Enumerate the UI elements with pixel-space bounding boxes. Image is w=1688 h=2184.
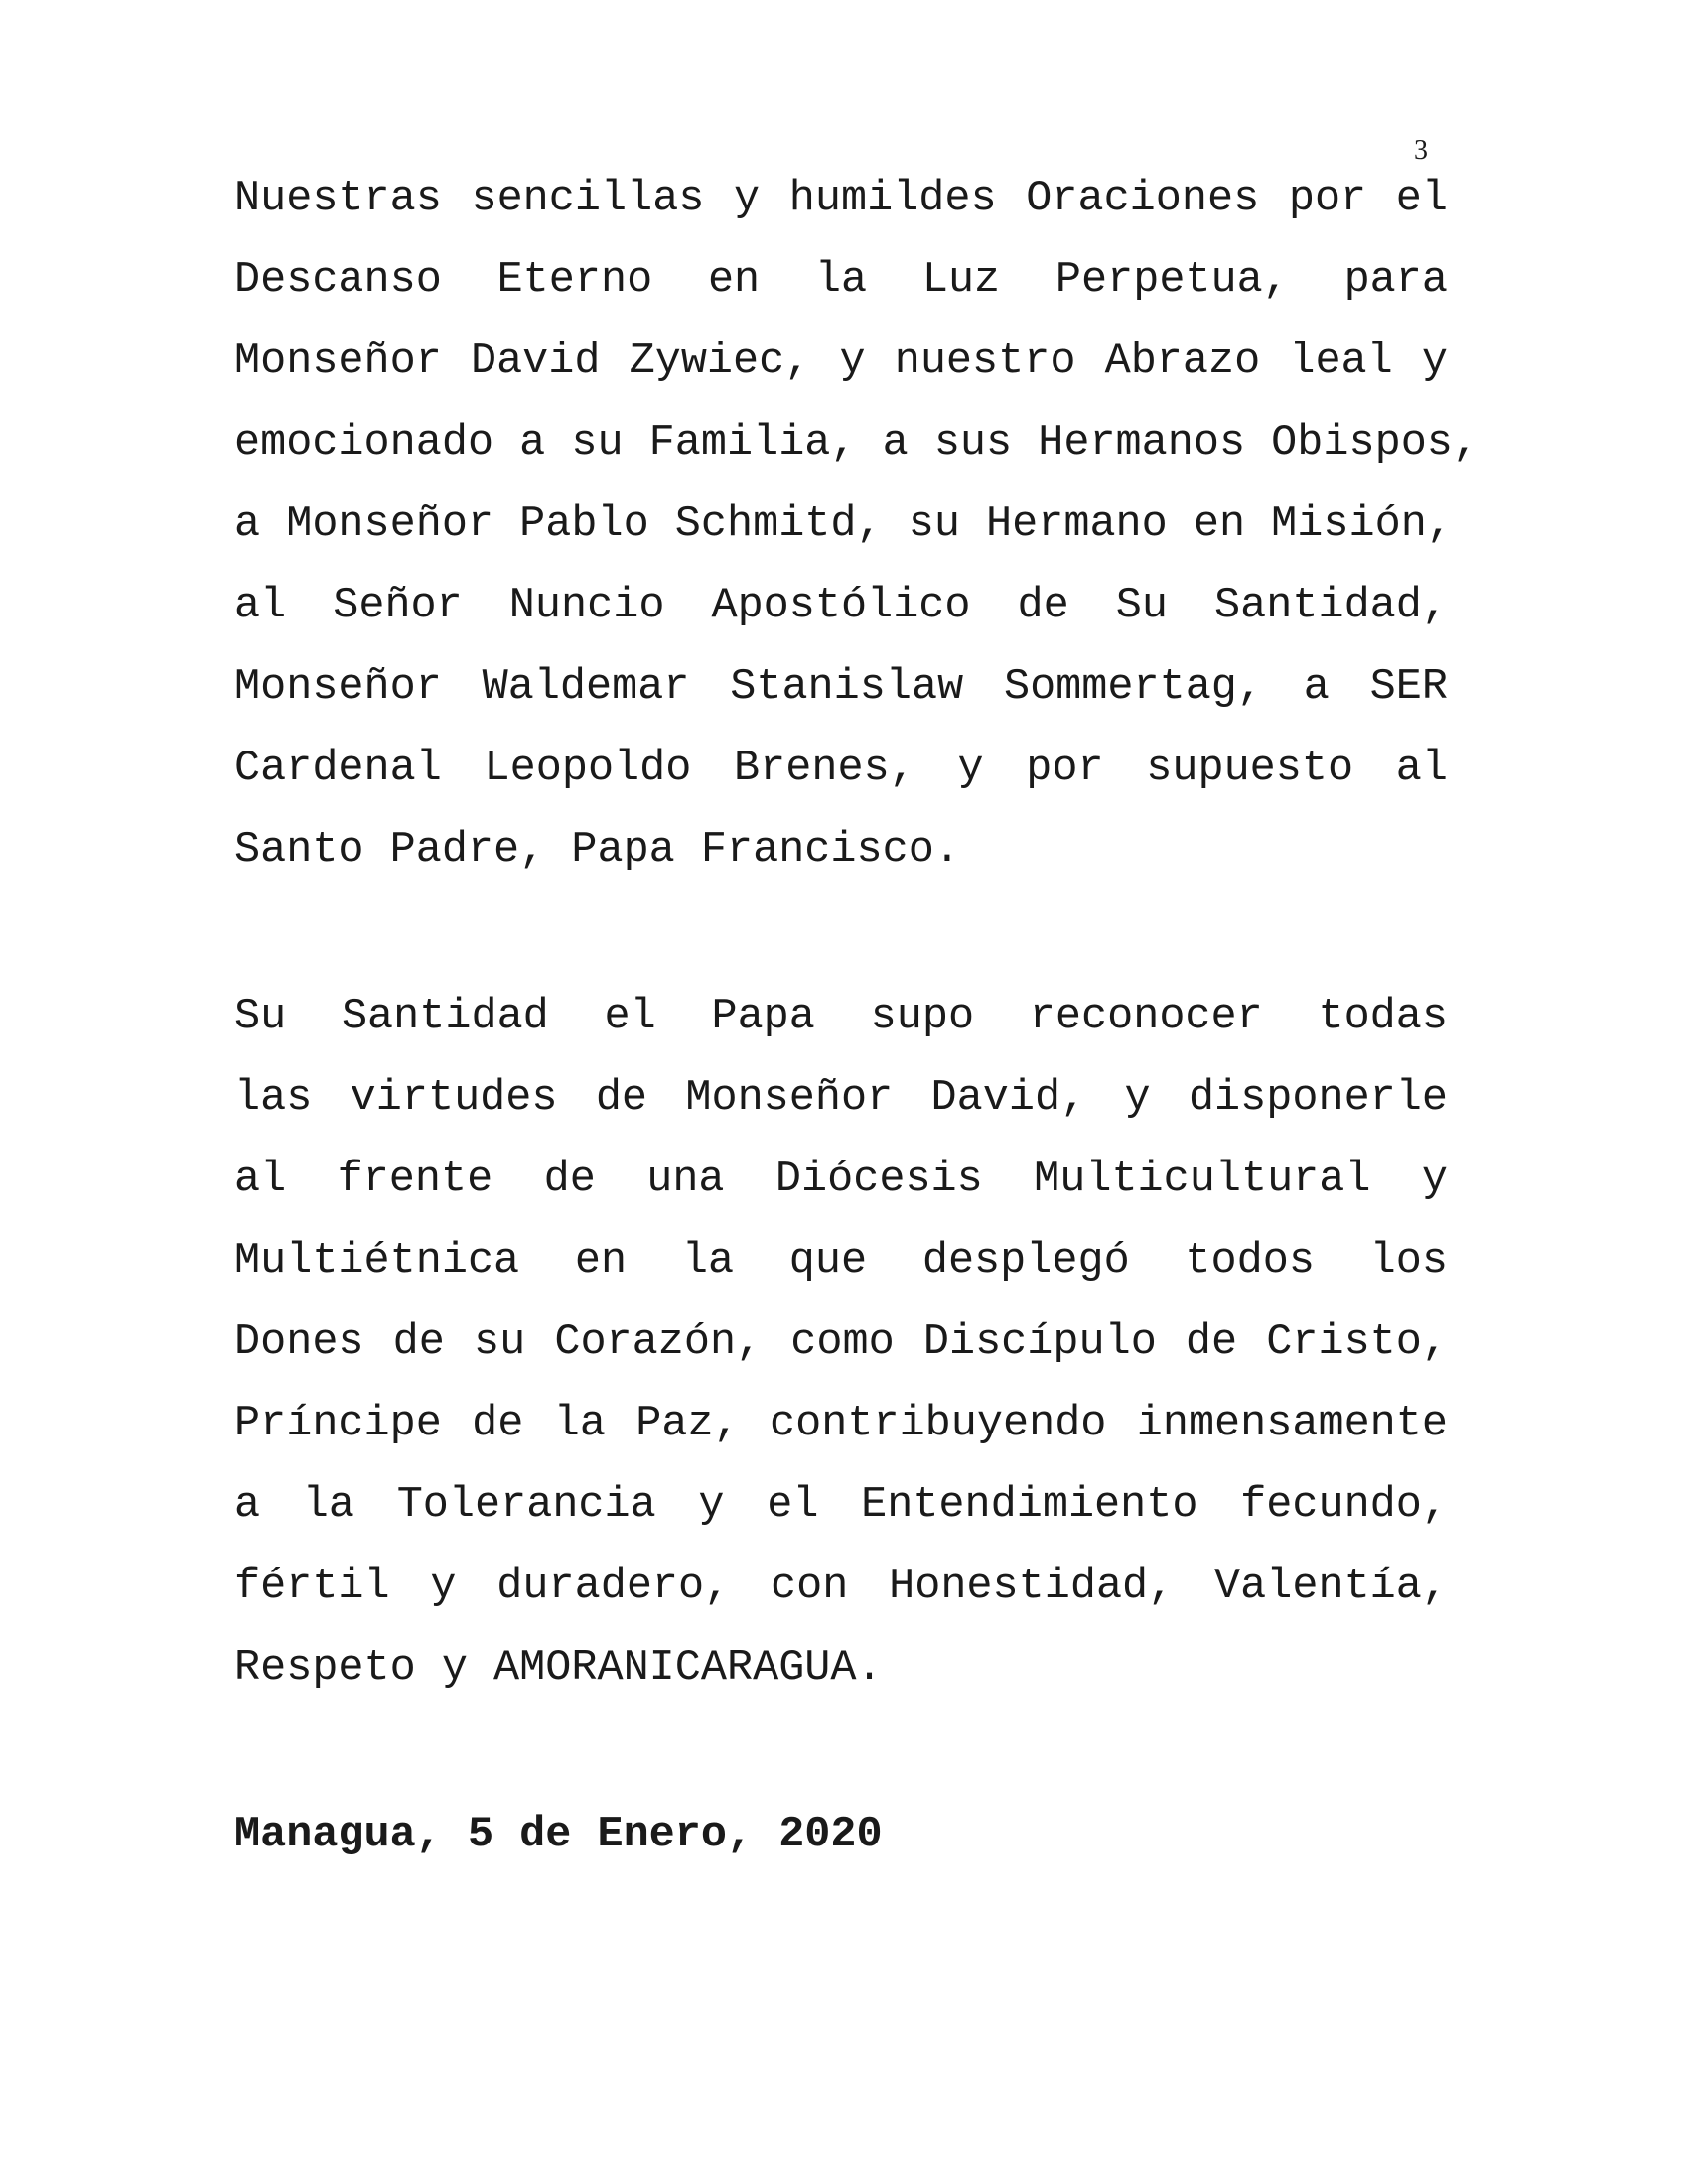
text-line: Su Santidad el Papa supo reconocer todas: [234, 993, 1448, 1041]
text-line: Monseñor Waldemar Stanislaw Sommertag, a SER: [234, 663, 1448, 712]
text-line: Nuestras sencillas y humildes Oraciones por el: [234, 175, 1448, 223]
text-line: Príncipe de la Paz, contribuyendo inmensamente: [234, 1400, 1448, 1448]
paragraph-holiness: [234, 977, 1448, 1709]
text-line: Respeto y AMORANICARAGUA.: [234, 1644, 883, 1693]
text-line: Descanso Eterno en la Luz Perpetua, para: [234, 256, 1448, 305]
text-line: Dones de su Corazón, como Discípulo de Cristo,: [234, 1318, 1448, 1367]
text-line: a Monseñor Pablo Schmitd, su Hermano en Misión,: [234, 500, 1453, 549]
text-line: al frente de una Diócesis Multicultural y: [234, 1156, 1448, 1204]
text-line: al Señor Nuncio Apostólico de Su Santidad,: [234, 582, 1448, 630]
text-line: Multiétnica en la que desplegó todos los: [234, 1237, 1448, 1286]
place-date-signature: Managua, 5 de Enero, 2020: [234, 1811, 883, 1859]
text-line: fértil y duradero, con Honestidad, Valentía,: [234, 1563, 1448, 1611]
text-line: Cardenal Leopoldo Brenes, y por supuesto al: [234, 745, 1448, 793]
text-line: a la Tolerancia y el Entendimiento fecundo,: [234, 1481, 1448, 1530]
text-line: emocionado a su Familia, a sus Hermanos Obispos,: [234, 419, 1479, 468]
text-line: Santo Padre, Papa Francisco.: [234, 826, 960, 875]
page-number: 3: [1414, 135, 1428, 166]
paragraph-prayers: [234, 159, 1479, 891]
text-line: las virtudes de Monseñor David, y disponerle: [234, 1074, 1448, 1123]
text-line: Monseñor David Zywiec, y nuestro Abrazo leal y: [234, 338, 1448, 386]
